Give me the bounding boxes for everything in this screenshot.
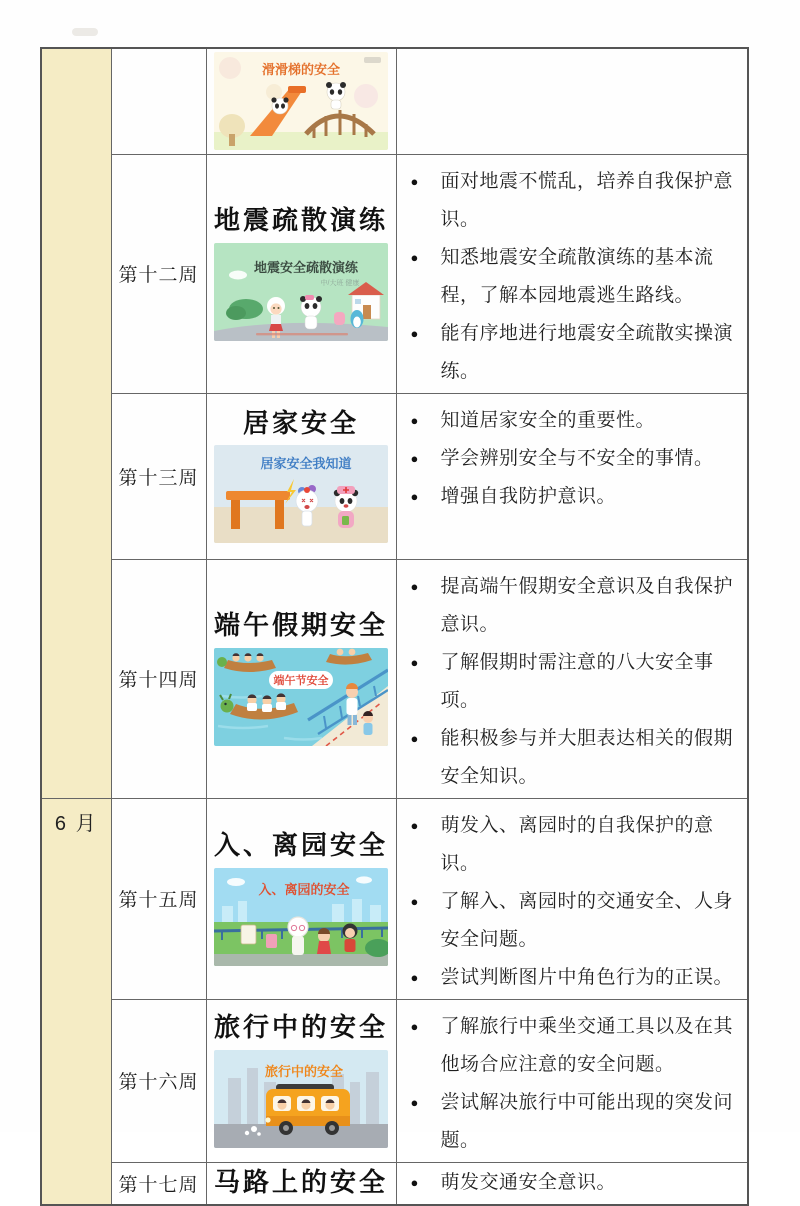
bullet-icon: ●: [410, 173, 419, 189]
image-caption: 端午节安全: [273, 674, 329, 687]
travel-safety-image: [214, 1050, 388, 1148]
objective-item: ● 知悉地震安全疏散演练的基本流程，了解本园地震逃生路线。: [407, 239, 742, 315]
objective-item: ● 尝试解决旅行中可能出现的突发问题。: [407, 1084, 742, 1160]
caption-badge: [269, 671, 333, 689]
curriculum-table: [40, 47, 749, 1206]
week-cell: [111, 154, 206, 393]
week-label: 第十四周: [118, 670, 199, 691]
bullet-icon: ●: [410, 969, 419, 985]
earthquake-drill-image: [214, 243, 388, 341]
objectives-cell: [396, 154, 748, 393]
objective-item: ● 增强自我防护意识。: [407, 478, 742, 516]
image-caption: 滑滑梯的安全: [261, 62, 341, 78]
small-kid-character: [317, 928, 331, 954]
topic-title: 居家安全: [242, 407, 359, 438]
objective-item: ● 能有序地进行地震安全疏散实操演练。: [407, 315, 742, 391]
bullet-icon: ●: [410, 412, 419, 428]
week-cell: [111, 999, 206, 1162]
bullet-icon: ●: [410, 893, 419, 909]
small-character-penguin: [351, 310, 364, 328]
week-label: 第十五周: [118, 890, 199, 911]
bullet-icon: ●: [410, 1094, 419, 1110]
bullet-icon: ●: [410, 730, 419, 746]
bullet-icon: ●: [410, 450, 419, 466]
topic-title: 地震疏散演练: [213, 205, 388, 236]
objective-item: ● 能积极参与并大胆表达相关的假期安全知识。: [407, 720, 742, 796]
objective-item: ● 萌发入、离园时的自我保护的意识。: [407, 807, 742, 883]
bullet-icon: ●: [410, 249, 419, 265]
month-cell-june: [41, 798, 111, 1205]
objective-item: ● 面对地震不慌乱，培养自我保护意识。: [407, 163, 742, 239]
topic-title: 入、离园安全: [213, 830, 388, 861]
topic-cell: [206, 559, 396, 798]
table-row: [41, 154, 748, 393]
table-row: [41, 559, 748, 798]
table-row: [41, 999, 748, 1162]
image-caption: 居家安全我知道: [260, 456, 352, 472]
image-caption: 入、离园的安全: [258, 881, 350, 897]
small-character-pink: [334, 312, 345, 325]
objective-item: ● 了解入、离园时的交通安全、人身安全问题。: [407, 883, 742, 959]
signboard: [241, 925, 256, 944]
month-cell-prev: [41, 48, 111, 798]
week-cell: [111, 1162, 206, 1205]
table-row: [41, 393, 748, 559]
slide-safety-image: [214, 52, 388, 150]
objectives-cell: [396, 798, 748, 999]
bullet-icon: ●: [410, 578, 419, 594]
road: [214, 1124, 388, 1148]
week-cell: [111, 393, 206, 559]
week-cell: [111, 48, 206, 154]
objective-item: ● 尝试判断图片中角色行为的正误。: [407, 959, 742, 997]
pink-bin: [266, 934, 277, 948]
floor: [214, 507, 388, 543]
topic-cell: [206, 798, 396, 999]
objective-item: ● 知道居家安全的重要性。: [407, 402, 742, 440]
topic-cell: [206, 48, 396, 154]
week-label: 第十二周: [118, 265, 199, 286]
bullet-icon: ●: [410, 488, 419, 504]
image-subcaption: 中/大班 健康: [320, 279, 360, 287]
objectives-cell: [396, 1162, 748, 1205]
fine-print: [256, 333, 348, 335]
home-safety-image: [214, 445, 388, 543]
topic-cell: [206, 393, 396, 559]
bullet-icon: ●: [410, 654, 419, 670]
bullet-icon: ●: [410, 1018, 419, 1034]
objectives-list: [407, 163, 742, 391]
objective-item: ● 萌发交通安全意识。: [407, 1164, 742, 1202]
image-caption: 地震安全疏散演练: [253, 259, 359, 275]
arrival-departure-image: [214, 868, 388, 966]
month-label: 6 月: [54, 812, 98, 835]
bullet-icon: ●: [410, 817, 419, 833]
logo-mark: [364, 57, 381, 63]
topic-cell: [206, 999, 396, 1162]
week-label: 第十七周: [118, 1174, 199, 1196]
bullet-icon: ●: [410, 1175, 419, 1191]
topic-title: 马路上的安全: [213, 1167, 388, 1198]
objectives-cell: [396, 559, 748, 798]
walkway: [214, 954, 388, 966]
topic-cell: [206, 154, 396, 393]
objective-item: ● 提高端午假期安全意识及自我保护意识。: [407, 568, 742, 644]
topic-title: 端午假期安全: [213, 610, 388, 641]
objective-item: ● 了解旅行中乘坐交通工具以及在其他场合应注意的安全问题。: [407, 1008, 742, 1084]
week-label: 第十三周: [118, 467, 199, 489]
week-cell: [111, 559, 206, 798]
objectives-cell: [396, 999, 748, 1162]
table-row: [41, 1162, 748, 1205]
topic-cell: [206, 1162, 396, 1205]
week-cell: [111, 798, 206, 999]
table-row: [41, 798, 748, 999]
scan-smudge: [72, 28, 98, 36]
objectives-list: [407, 807, 742, 997]
objectives-list: [407, 1008, 742, 1160]
panda-on-slide: [271, 98, 288, 115]
bullet-icon: ●: [410, 325, 419, 341]
image-caption: 旅行中的安全: [264, 1063, 344, 1079]
table-row: [41, 48, 748, 154]
objectives-list: [407, 568, 742, 796]
topic-title: 旅行中的安全: [213, 1012, 388, 1043]
objective-item: ● 学会辨别安全与不安全的事情。: [407, 440, 742, 478]
objective-item: ● 了解假期时需注意的八大安全事项。: [407, 644, 742, 720]
dragon-boat-image: [214, 648, 388, 746]
objectives-cell: [396, 48, 748, 154]
objectives-list: [407, 1164, 742, 1202]
objectives-list: [407, 402, 742, 516]
objectives-cell: [396, 393, 748, 559]
week-label: 第十六周: [118, 1072, 199, 1093]
